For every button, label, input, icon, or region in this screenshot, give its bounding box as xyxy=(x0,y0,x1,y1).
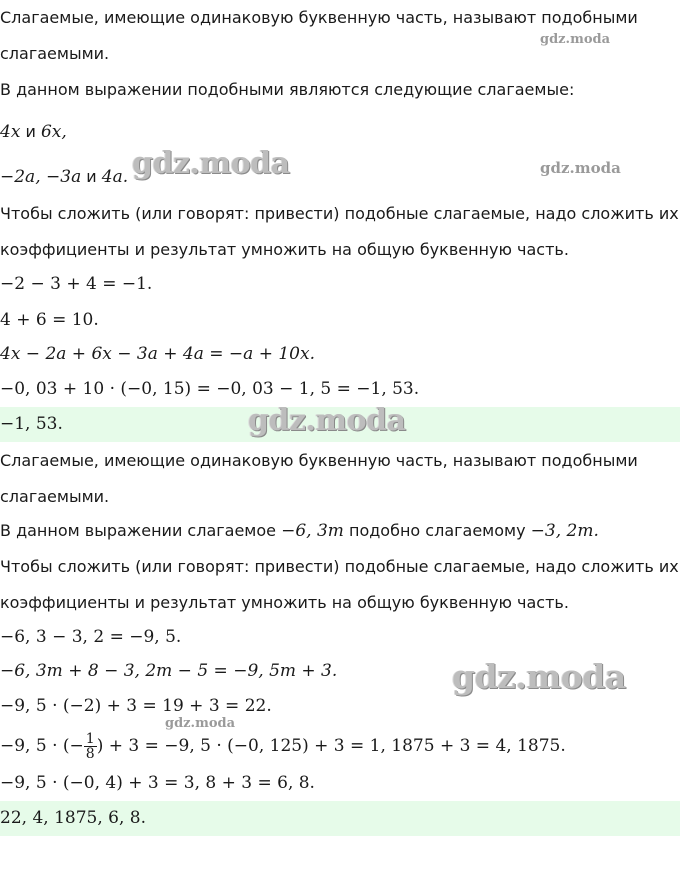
watermark-logo: gdz.moda xyxy=(165,716,236,731)
term-minus-6-3m: −6, 3m xyxy=(281,521,344,541)
rule-text-1-cont: коэффициенты и результат умножить на общую буквенную часть. xyxy=(0,240,569,259)
answer-1: −1, 53. xyxy=(0,414,63,434)
watermark-logo: gdz.moda xyxy=(248,403,406,438)
intro-text-1-cont: слагаемыми. xyxy=(0,44,110,63)
term-4x: 4x xyxy=(0,122,21,142)
rule-text-2-cont: коэффициенты и результат умножить на общую буквенную часть. xyxy=(0,593,569,612)
rule-text-2: Чтобы сложить (или говорят: привести) подобные слагаемые, надо сложить их xyxy=(0,557,679,576)
similar-triple-line xyxy=(0,167,128,187)
equation-2-4 xyxy=(0,728,566,764)
intro-text-2: Слагаемые, имеющие одинаковую буквенную часть, называют подобными xyxy=(0,451,638,470)
watermark-logo: gdz.moda xyxy=(132,146,290,181)
equation-2-5: −9, 5 · (−0, 4) + 3 = 3, 8 + 3 = 6, 8. xyxy=(0,773,315,793)
similar-terms-sentence xyxy=(0,521,599,541)
conj-and: и xyxy=(20,122,41,141)
fraction-one-eighth xyxy=(84,732,97,761)
equation-2-4-prefix: −9, 5 · (− xyxy=(0,736,84,756)
terms-a: −2a, −3a xyxy=(0,167,82,187)
intro-text-2-cont: слагаемыми. xyxy=(0,487,110,506)
term-4a: 4a. xyxy=(101,167,129,187)
equation-1-2: 4 + 6 = 10. xyxy=(0,310,99,330)
sentence-mid: подобно слагаемому xyxy=(343,521,531,540)
equation-1-1: −2 − 3 + 4 = −1. xyxy=(0,274,153,294)
rule-text-1: Чтобы сложить (или говорят: привести) подобные слагаемые, надо сложить их xyxy=(0,204,679,223)
sentence-prefix: В данном выражении слагаемое xyxy=(0,521,282,540)
similar-pair-line xyxy=(0,122,67,142)
term-6x: 6x, xyxy=(40,122,67,142)
watermark-logo: gdz.moda xyxy=(540,159,621,177)
conj-and: и xyxy=(81,167,102,186)
equation-2-4-suffix: ) + 3 = −9, 5 · (−0, 125) + 3 = 1, 1875 + 3 = 4, 1875. xyxy=(96,736,566,756)
answer-2: 22, 4, 1875, 6, 8. xyxy=(0,808,146,828)
watermark-logo: gdz.moda xyxy=(452,657,626,696)
similar-terms-intro: В данном выражении подобными являются следующие слагаемые: xyxy=(0,80,575,99)
intro-text-1: Слагаемые, имеющие одинаковую буквенную часть, называют подобными xyxy=(0,8,638,27)
equation-2-1: −6, 3 − 3, 2 = −9, 5. xyxy=(0,627,182,647)
equation-1-3: 4x − 2a + 6x − 3a + 4a = −a + 10x. xyxy=(0,344,315,364)
watermark-logo: gdz.moda xyxy=(540,32,611,47)
equation-2-3: −9, 5 · (−2) + 3 = 19 + 3 = 22. xyxy=(0,696,272,716)
fraction-denominator: 8 xyxy=(85,746,95,762)
term-minus-3-2m: −3, 2m. xyxy=(530,521,599,541)
equation-2-2: −6, 3m + 8 − 3, 2m − 5 = −9, 5m + 3. xyxy=(0,661,338,681)
equation-1-4: −0, 03 + 10 · (−0, 15) = −0, 03 − 1, 5 = −1, 53. xyxy=(0,379,420,399)
fraction-numerator: 1 xyxy=(85,731,95,747)
